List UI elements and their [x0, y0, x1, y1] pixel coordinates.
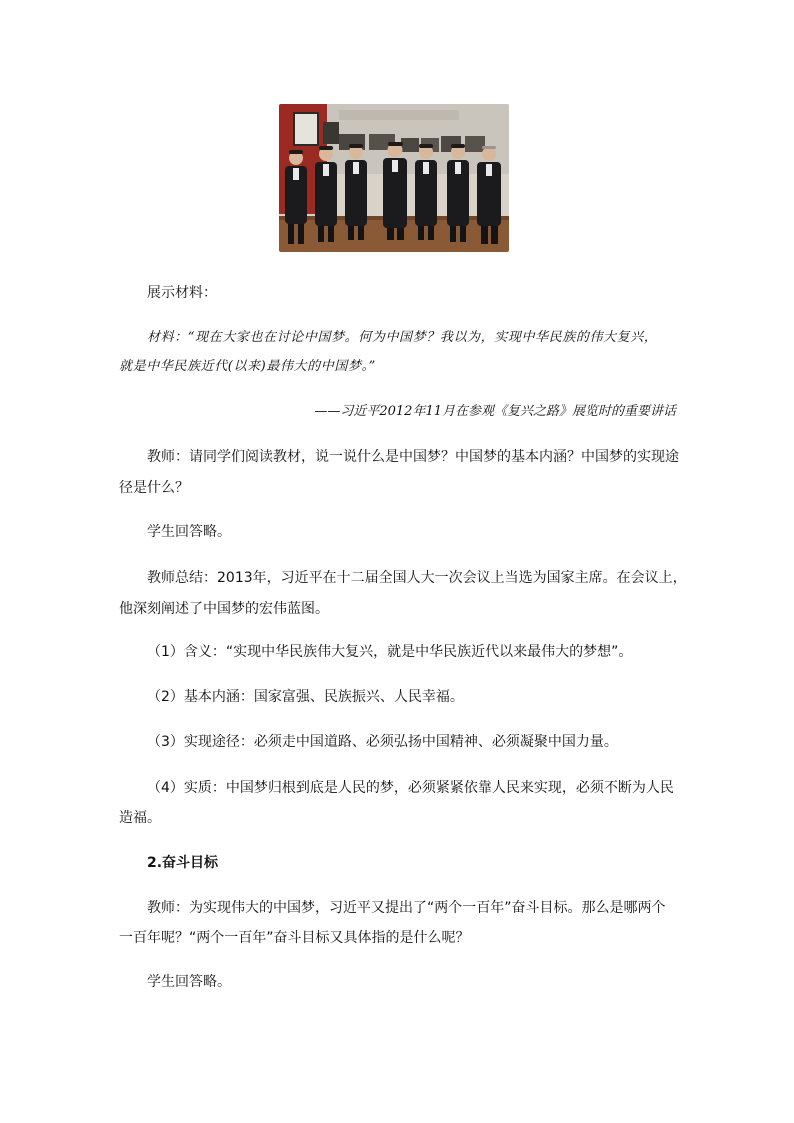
teacher-question-2-line-1: 教师：为实现伟大的中国梦，习近平又提出了“两个一百年”奋斗目标。那么是哪两个: [147, 900, 666, 916]
material-quote-line-1: 材料：“现在大家也在讨论中国梦。何为中国梦？我以为，实现中华民族的伟大复兴，: [147, 330, 658, 345]
group-photo-image: [279, 104, 509, 252]
teacher-question-1-line-1: 教师：请同学们阅读教材，说一说什么是中国梦？中国梦的基本内涵？中国梦的实现途: [147, 449, 679, 465]
teacher-question-2-line-2: 一百年呢？“两个一百年”奋斗目标又具体指的是什么呢？: [119, 930, 470, 946]
show-material-label: 展示材料：: [147, 285, 217, 301]
photo-illustration: [279, 104, 509, 252]
point-2-connotation: （2）基本内涵：国家富强、民族振兴、人民幸福。: [147, 689, 464, 705]
student-answer-1: 学生回答略。: [147, 524, 231, 540]
student-answer-2: 学生回答略。: [147, 974, 231, 990]
teacher-question-1-line-2: 径是什么？: [119, 480, 189, 496]
point-3-path: （3）实现途径：必须走中国道路、必须弘扬中国精神、必须凝聚中国力量。: [147, 734, 618, 750]
quote-attribution: ——习近平2012年11月在参观《复兴之路》展览时的重要讲话: [314, 404, 676, 419]
point-1-meaning: （1）含义：“实现中华民族伟大复兴，就是中华民族近代以来最伟大的梦想”。: [147, 644, 633, 660]
point-4-essence-line-2: 造福。: [119, 810, 161, 826]
teacher-summary-line-1: 教师总结：2013年，习近平在十二届全国人大一次会议上当选为国家主席。在会议上，: [147, 570, 687, 586]
section-heading-2: 2.奋斗目标: [147, 855, 219, 871]
material-quote-line-2: 就是中华民族近代(以来)最伟大的中国梦。”: [119, 359, 376, 374]
teacher-summary-line-2: 他深刻阐述了中国梦的宏伟蓝图。: [119, 601, 329, 617]
point-4-essence-line-1: （4）实质：中国梦归根到底是人民的梦，必须紧紧依靠人民来实现，必须不断为人民: [147, 780, 674, 796]
